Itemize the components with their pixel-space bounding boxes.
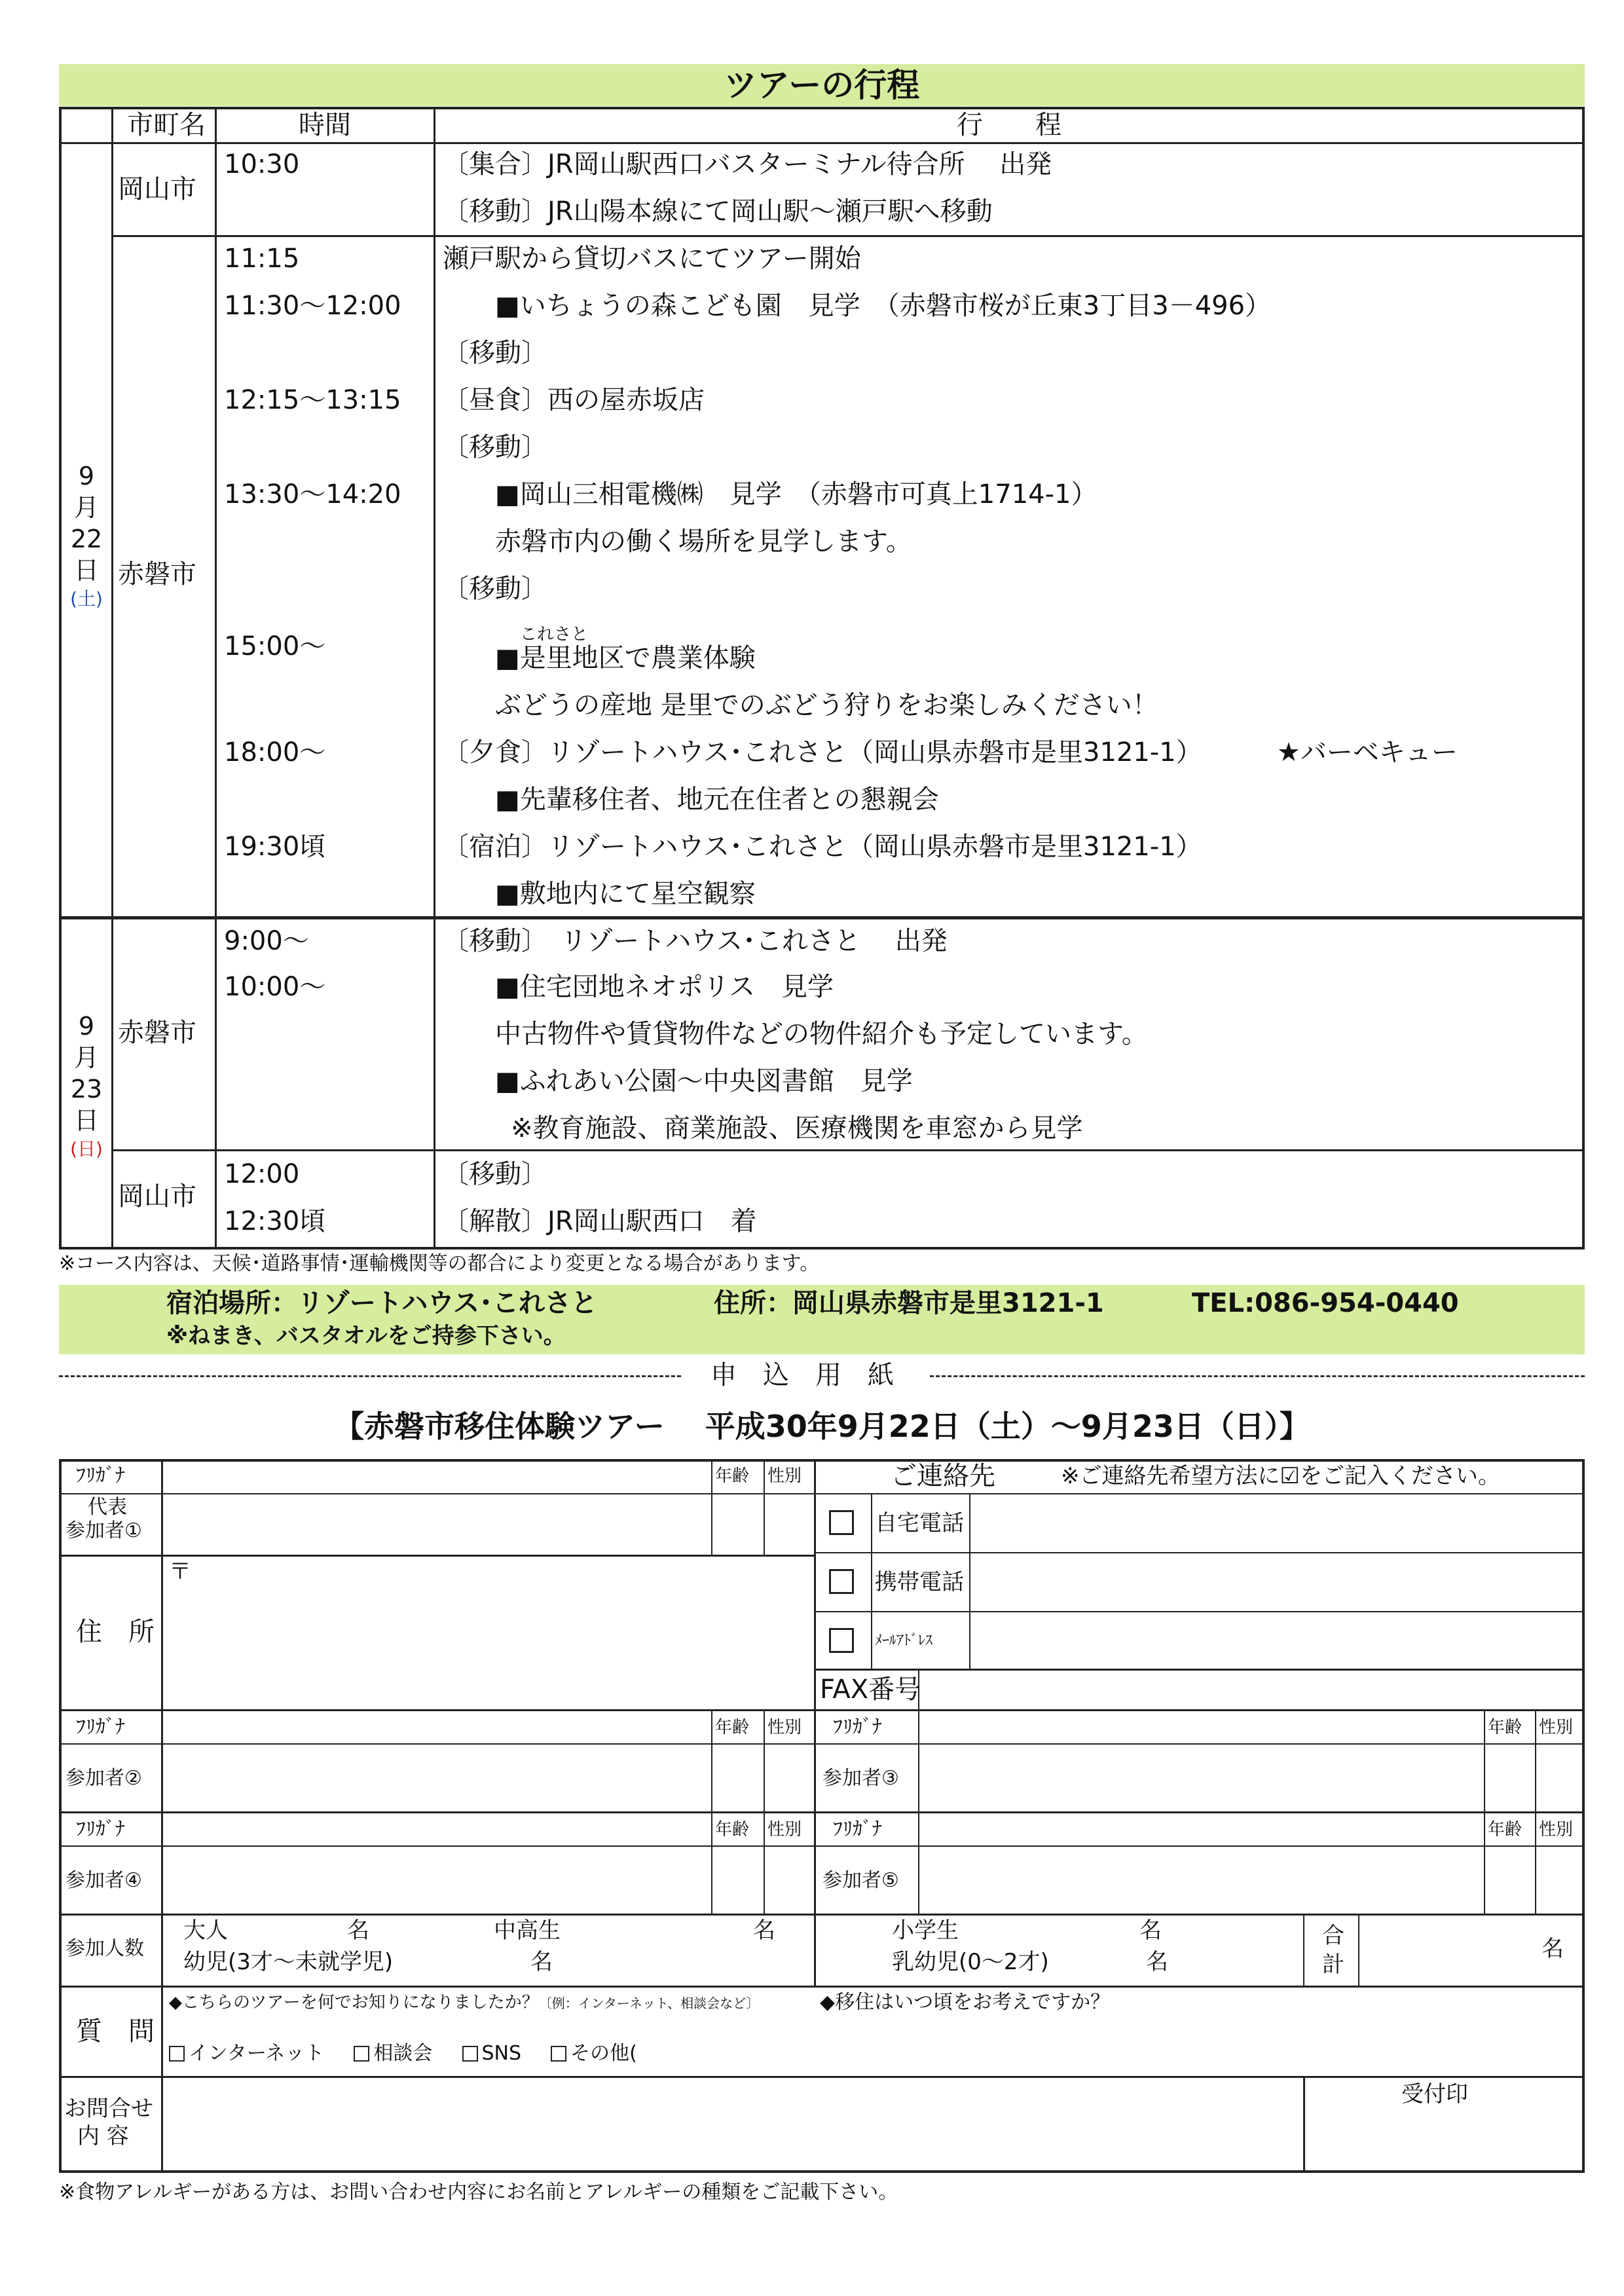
lodging-place: 宿泊場所：リゾートハウス･これさと (166, 1288, 597, 1318)
itinerary-line: ■住宅団地ネオポリス 見学 (495, 972, 834, 1002)
itinerary-line: ■岡山三相電機㈱ 見学 （赤磐市可真上1714-1） (495, 479, 1098, 509)
itinerary-line: 〔移動〕 (443, 338, 547, 368)
unit-label: 名 (530, 1949, 553, 1975)
age-label: 年齢 (1488, 1820, 1522, 1840)
itinerary-line: 〔宿泊〕リゾートハウス･これさと（岡山県赤磐市是里3121-1） (443, 832, 1202, 862)
form-divider-label: 申 込 用 紙 (710, 1360, 894, 1390)
sex-label: 性別 (767, 1466, 802, 1486)
time-0900: 9:00～ (224, 926, 309, 956)
consult-checkbox[interactable] (354, 2046, 369, 2062)
itinerary-line: 〔移動〕JR山陽本線にて岡山駅～瀬戸駅へ移動 (443, 196, 993, 227)
itinerary-line: ぶどうの産地 是里でのぶどう狩りをお楽しみください！ (495, 690, 1158, 720)
inquiry-label-1: お問合せ (64, 2096, 153, 2122)
time-1500: 15:00～ (224, 631, 326, 661)
sex-label: 性別 (1539, 1718, 1574, 1737)
furigana-label: ﾌﾘｶﾞﾅ (76, 1464, 125, 1487)
header-time: 時間 (299, 110, 351, 140)
participant-2-label: 参加者② (65, 1767, 142, 1790)
itinerary-line: 瀬戸駅から貸切バスにてツアー開始 (443, 244, 861, 274)
unit-label: 名 (1139, 1917, 1162, 1944)
elementary-label: 小学生 (892, 1917, 959, 1944)
city-akaiwa-day1: 赤磐市 (118, 559, 196, 589)
time-1000: 10:00～ (224, 972, 326, 1002)
form-title: 【赤磐市移住体験ツアー 平成30年9月22日（土）～9月23日（日）】 (334, 1409, 1310, 1444)
rep-label: 代表 (88, 1496, 127, 1519)
furigana-label: ﾌﾘｶﾞﾅ (76, 1716, 125, 1739)
lodging-tel: TEL:086-954-0440 (1192, 1288, 1459, 1318)
itinerary-line: 〔解散〕JR岡山駅西口 着 (443, 1206, 757, 1236)
age-label: 年齢 (1488, 1718, 1522, 1737)
home-phone-label: 自宅電話 (875, 1510, 964, 1536)
preschool-label: 幼児(3才～未就学児) (183, 1949, 394, 1975)
sex-label: 性別 (1539, 1820, 1574, 1840)
itinerary-line: 赤磐市内の働く場所を見学します。 (495, 527, 912, 557)
itinerary-line: 〔集合〕JR岡山駅西口バスターミナル待合所 出発 (443, 149, 1052, 179)
date-day1: 9 月 22 日 (土) (62, 460, 111, 612)
address-label: 住 所 (76, 1617, 155, 1647)
email-checkbox[interactable] (829, 1628, 854, 1653)
itinerary-line: 〔移動〕 (443, 574, 547, 604)
weekday-sunday: (日) (70, 1138, 103, 1160)
question-1: ◆こちらのツアーを何でお知りになりましたか？〔例：インターネット、相談会など〕 (169, 1993, 760, 2012)
unit-label: 名 (753, 1917, 775, 1944)
time-1215: 12:15～13:15 (224, 385, 401, 415)
mobile-checkbox[interactable] (829, 1569, 854, 1594)
itinerary-line: 〔昼食〕西の屋赤坂店 (443, 385, 705, 415)
contact-label: ご連絡先 (891, 1461, 995, 1491)
reception-stamp-label: 受付印 (1401, 2081, 1468, 2107)
time-1030: 10:30 (224, 149, 300, 179)
itinerary-line: 〔移動〕 (443, 432, 547, 462)
itinerary-line: ■ふれあい公園～中央図書館 見学 (495, 1066, 913, 1096)
itinerary-line: 〔夕食〕リゾートハウス･これさと（岡山県赤磐市是里3121-1） (443, 737, 1202, 768)
inquiry-label-2: 内 容 (77, 2123, 129, 2149)
participant-4-label: 参加者④ (65, 1869, 142, 1892)
postal-mark: 〒 (169, 1559, 191, 1585)
age-label: 年齢 (715, 1466, 750, 1486)
count-label: 参加人数 (65, 1937, 144, 1960)
email-label: ﾒｰﾙｱﾄﾞﾚｽ (875, 1633, 933, 1649)
question-label: 質 問 (76, 2016, 155, 2046)
contact-note: ※ご連絡先希望方法に☑をご記入ください。 (1061, 1463, 1500, 1489)
rep-participant-label: 参加者① (65, 1519, 142, 1542)
fax-label: FAX番号 (820, 1675, 921, 1705)
lodging-address: 住所：岡山県赤磐市是里3121-1 (714, 1288, 1104, 1318)
sex-label: 性別 (767, 1718, 802, 1737)
divider-left (59, 1375, 681, 1377)
itinerary-line: ■敷地内にて星空観察 (495, 879, 756, 909)
furigana-label: ﾌﾘｶﾞﾅ (76, 1818, 125, 1841)
source-options: インターネット 相談会 SNS その他( (169, 2042, 637, 2065)
mobile-label: 携帯電話 (875, 1569, 964, 1595)
schedule-table (59, 107, 1585, 1250)
itinerary-line: ■是里地区で農業体験 (495, 643, 756, 673)
itinerary-line: 中古物件や賃貸物件などの物件紹介も予定しています。 (495, 1019, 1148, 1049)
time-1115: 11:15 (224, 244, 300, 274)
application-form (59, 1459, 1585, 2173)
header-city: 市町名 (127, 110, 206, 140)
itinerary-line: ■いちょうの森こども園 見学 （赤磐市桜が丘東3丁目3－496） (495, 291, 1272, 321)
internet-checkbox[interactable] (169, 2046, 185, 2062)
furigana-label: ﾌﾘｶﾞﾅ (833, 1716, 882, 1739)
itinerary-line: 〔移動〕 (443, 1159, 547, 1189)
furigana-label: ﾌﾘｶﾞﾅ (833, 1818, 882, 1841)
city-akaiwa-day2: 赤磐市 (118, 1018, 196, 1048)
age-label: 年齢 (715, 1718, 750, 1737)
itinerary-line: ■先輩移住者、地元在住者との懇親会 (495, 785, 939, 815)
city-okayama-day2: 岡山市 (118, 1181, 196, 1212)
unit-label: 名 (1541, 1936, 1564, 1962)
header-itinerary: 行 程 (957, 110, 1061, 140)
middle-high-label: 中高生 (494, 1917, 561, 1944)
ruby-koresato: これさと (520, 625, 589, 644)
total-label: 合計 (1322, 1923, 1344, 1978)
participant-3-label: 参加者③ (822, 1767, 899, 1790)
allergy-footnote: ※食物アレルギーがある方は、お問い合わせ内容にお名前とアレルギーの種類をご記載下さい。 (59, 2181, 898, 2204)
weekday-saturday: (土) (70, 588, 103, 610)
itinerary-line: ★バーベキュー (1277, 737, 1458, 768)
time-1330: 13:30～14:20 (224, 479, 401, 509)
date-day2: 9 月 23 日 (日) (62, 1010, 111, 1162)
divider-right (930, 1375, 1585, 1377)
question-2: ◆移住はいつ頃をお考えですか？ (820, 1991, 1111, 2014)
time-1200: 12:00 (224, 1159, 300, 1189)
lodging-note: ※ねまき、バスタオルをご持参下さい。 (166, 1323, 566, 1349)
time-1230: 12:30頃 (224, 1206, 326, 1236)
course-note: ※コース内容は、天候･道路事情･運輸機関等の都合により変更となる場合があります。 (59, 1252, 820, 1275)
sns-checkbox[interactable] (462, 2046, 478, 2062)
time-1800: 18:00～ (224, 737, 326, 768)
itinerary-line: ※教育施設、商業施設、医療機関を車窓から見学 (511, 1113, 1083, 1143)
other-checkbox[interactable] (551, 2046, 566, 2062)
home-phone-checkbox[interactable] (829, 1510, 854, 1535)
adult-label: 大人 (183, 1917, 228, 1944)
unit-label: 名 (347, 1917, 369, 1944)
city-okayama-day1: 岡山市 (118, 174, 196, 204)
schedule-title: ツアーの行程 (724, 66, 920, 104)
age-label: 年齢 (715, 1820, 750, 1840)
time-1930: 19:30頃 (224, 832, 326, 862)
infant-label: 乳幼児(0～2才) (892, 1949, 1049, 1975)
itinerary-line: 〔移動〕 リゾートハウス･これさと 出発 (443, 926, 948, 956)
unit-label: 名 (1146, 1949, 1168, 1975)
sex-label: 性別 (767, 1820, 802, 1840)
participant-5-label: 参加者⑤ (822, 1869, 899, 1892)
time-1130: 11:30～12:00 (224, 291, 401, 321)
